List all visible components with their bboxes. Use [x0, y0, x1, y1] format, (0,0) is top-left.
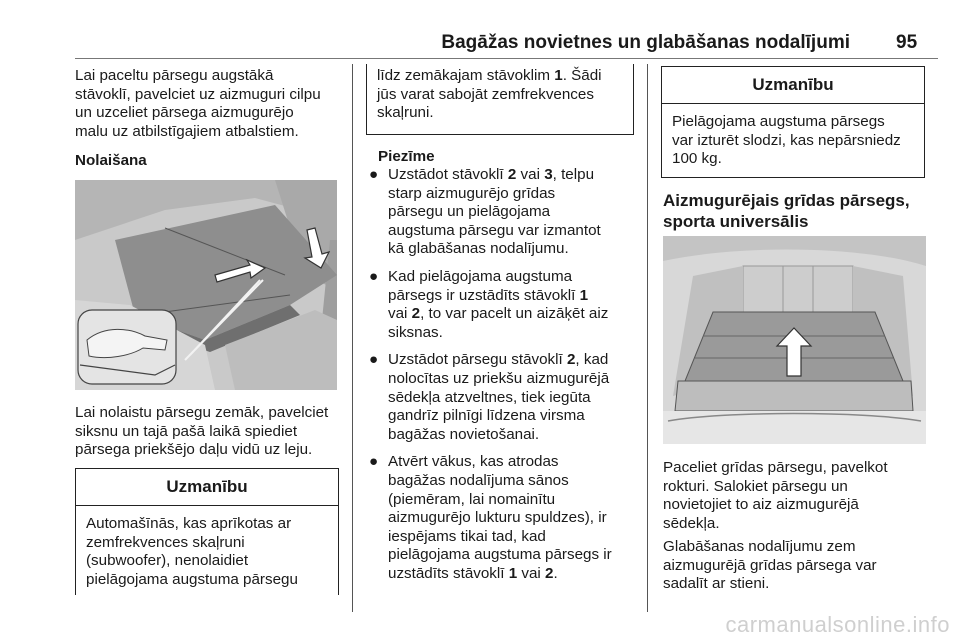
list-item: ● Kad pielāgojama augstuma pārsegs ir uzstādīts stāvoklī 1 vai 2, to var pacelt un aizāķēt aiz siksnas.	[369, 267, 609, 341]
header-divider	[75, 58, 938, 59]
bullet-icon: ●	[369, 453, 379, 471]
storage-divider-paragraph: Glabāšanas nodalījumu zem aizmugurējā grīdas pārsega var sadalīt ar stieni.	[663, 538, 877, 593]
intro-paragraph: Lai paceltu pārsegu augstākā stāvoklī, pavelciet uz aizmuguri cilpu un uzceliet pārsega aizmugurējo malu uz atbilstīgajiem atbalstiem.	[75, 67, 321, 140]
lowering-instructions: Lai nolaistu pārsegu zemāk, pavelciet siksnu un tajā pašā laikā spiediet pārsega priekšējo daļu vidū uz leju.	[75, 404, 329, 459]
caution-box-title: Uzmanību	[662, 67, 924, 104]
list-item: ● Uzstādot pārsegu stāvoklī 2, kad nolocītas uz priekšu aizmugurējā sēdekļa atzveltnes, tiek iegūta gandrīz pilnīgi līdzena virsma bagāžas novietošanai.	[369, 351, 610, 443]
column-divider-right	[647, 64, 648, 612]
bullet-icon: ●	[369, 166, 379, 183]
caution-box-text: Pielāgojama augstuma pārsegs var izturēt slodzi, kas nepārsniedz 100 kg.	[672, 113, 901, 168]
caution-box-subwoofer	[75, 468, 339, 595]
subheading-rear-floor-cover: Aizmugurējais grīdas pārsegs, sporta universālis	[663, 191, 910, 231]
load-cover-lowering-illustration	[75, 180, 337, 390]
rear-floor-cover-instructions: Paceliet grīdas pārsegu, pavelkot rokturi. Salokiet pārsegu un novietojiet to aiz aizmugurējā sēdekļa.	[663, 459, 888, 532]
bullet-icon: ●	[369, 267, 379, 285]
watermark-text: carmanualsonline.info	[725, 612, 950, 637]
caution-box-continued	[366, 64, 634, 135]
caution-continued-text: līdz zemākajam stāvoklim 1. Šādi jūs varat sabojāt zemfrekvences skaļruni.	[377, 67, 602, 122]
bullet-icon: ●	[369, 351, 379, 369]
rear-floor-cover-illustration	[663, 236, 926, 444]
page-number: 95	[896, 32, 918, 53]
caution-box-title: Uzmanību	[76, 469, 338, 506]
page-header-title: Bagāžas novietnes un glabāšanas nodalījumi	[441, 32, 850, 53]
list-item: ● Uzstādot stāvoklī 2 vai 3, telpu starp aizmugurējo grīdas pārsegu un pielāgojama augstuma pārsegu var izmantot kā glabāšanas nodalījumu.	[369, 166, 601, 258]
column-divider-left	[352, 64, 353, 612]
list-item: ● Atvērt vākus, kas atrodas bagāžas nodalījuma sānos (piemēram, lai nomainītu aizmugurējo lukturu spuldzes), ir iespējams tikai tad, kad pielāgojama augstuma pārsegs ir uzstādīts stāvoklī 1 vai 2.	[369, 453, 612, 582]
note-label: Piezīme	[378, 148, 435, 165]
caution-box-load-limit	[661, 66, 925, 178]
subheading-lowering: Nolaišana	[75, 152, 147, 169]
note-bullet-list	[366, 166, 646, 592]
caution-box-text: Automašīnās, kas aprīkotas ar zemfrekvences skaļruni (subwoofer), nenolaidiet pielāgojama augstuma pārsegu	[86, 515, 298, 588]
